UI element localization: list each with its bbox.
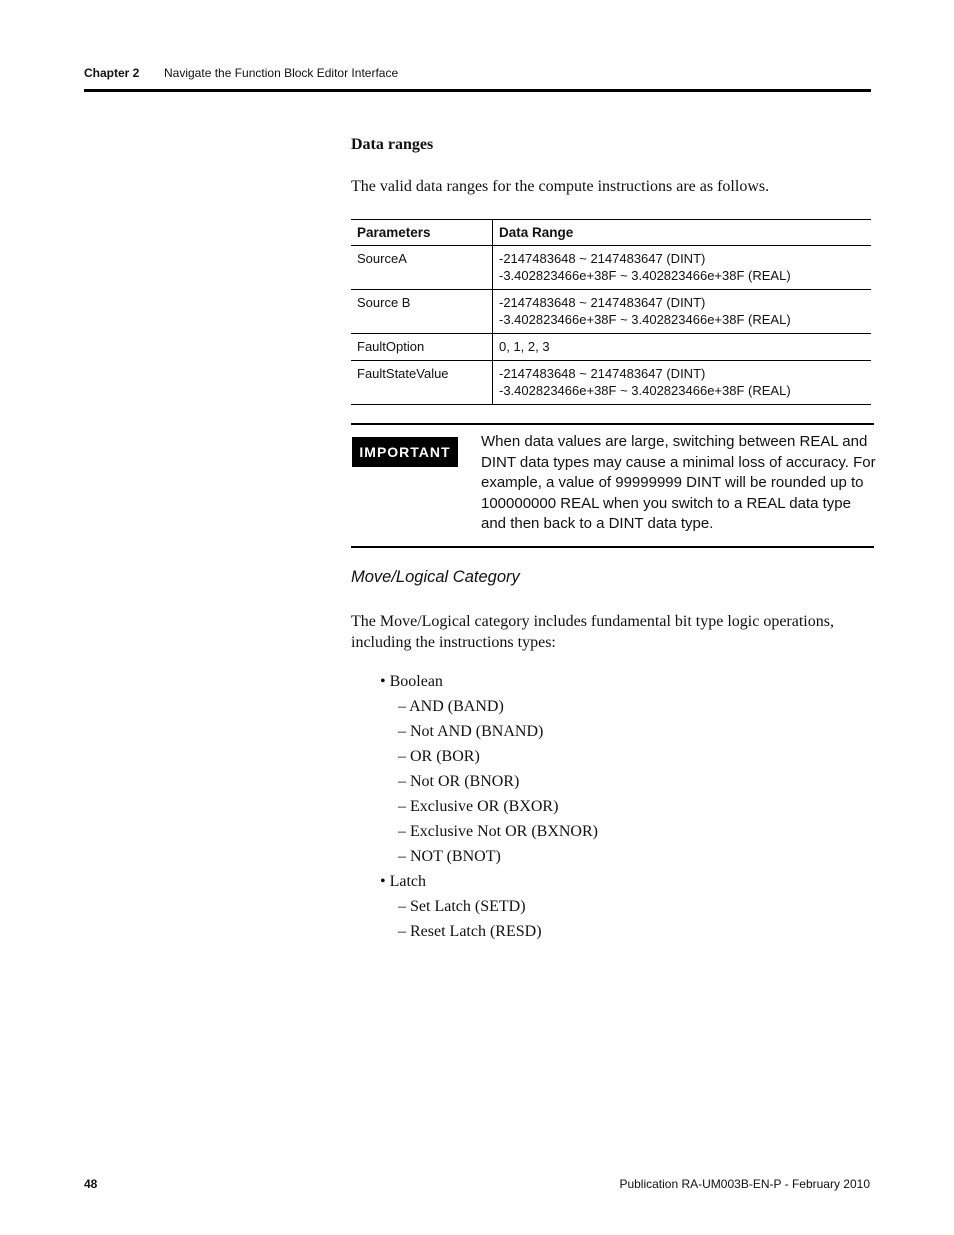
sub-list-item: – Exclusive Not OR (BXNOR)	[398, 823, 598, 840]
range-line: 0, 1, 2, 3	[499, 339, 550, 354]
important-badge: IMPORTANT	[352, 437, 458, 467]
param-cell: SourceA	[351, 246, 493, 290]
important-note: When data values are large, switching between REAL and DINT data types may cause a minimal loss of accuracy. For example, a value of 99999999 DINT will be rounded up to 100000000 REAL when you switch to a REAL data type and then back to a DINT data type.	[481, 433, 876, 532]
range-cell	[493, 290, 872, 334]
range-cell	[493, 246, 872, 290]
publication-info: Publication RA-UM003B-EN-P - February 2010	[619, 1177, 870, 1191]
list-item: • Latch	[380, 873, 427, 890]
range-line: -2147483648 ~ 2147483647 (DINT)	[499, 295, 706, 310]
table-row	[351, 361, 871, 405]
range-line: -2147483648 ~ 2147483647 (DINT)	[499, 251, 706, 266]
param-cell: Source B	[351, 290, 493, 334]
sub-list-item: – Not OR (BNOR)	[398, 773, 520, 790]
table-header-row	[351, 220, 871, 246]
range-line: -3.402823466e+38F ~ 3.402823466e+38F (REAL)	[499, 268, 791, 283]
chapter-title: Navigate the Function Block Editor Interface	[164, 66, 399, 80]
range-line: -3.402823466e+38F ~ 3.402823466e+38F (REAL)	[499, 383, 791, 398]
data-range-table	[351, 219, 871, 405]
category-intro: The Move/Logical category includes fundamental bit type logic operations, including the instructions types:	[351, 613, 834, 651]
param-cell: FaultStateValue	[351, 361, 493, 405]
param-cell: FaultOption	[351, 334, 493, 361]
range-line: -3.402823466e+38F ~ 3.402823466e+38F (REAL)	[499, 312, 791, 327]
list-item: • Boolean	[380, 673, 443, 690]
table-row	[351, 334, 871, 361]
important-top-rule	[351, 423, 874, 425]
page-number: 48	[84, 1177, 98, 1191]
section-heading: Data ranges	[351, 136, 434, 153]
sub-list-item: – Set Latch (SETD)	[398, 898, 526, 915]
range-cell	[493, 334, 872, 361]
important-bottom-rule	[351, 546, 874, 548]
range-cell	[493, 361, 872, 405]
section-intro: The valid data ranges for the compute instructions are as follows.	[351, 178, 770, 195]
chapter-label: Chapter 2	[84, 66, 140, 80]
sub-list-item: – OR (BOR)	[398, 748, 480, 765]
category-heading: Move/Logical Category	[351, 568, 520, 586]
sub-list-item: – Exclusive OR (BXOR)	[398, 798, 559, 815]
column-header: Parameters	[351, 220, 493, 246]
table-row	[351, 246, 871, 290]
sub-list-item: – AND (BAND)	[398, 698, 504, 715]
header-rule	[84, 89, 871, 92]
table-row	[351, 290, 871, 334]
sub-list-item: – Reset Latch (RESD)	[398, 923, 542, 940]
sub-list-item: – NOT (BNOT)	[398, 848, 501, 865]
column-header: Data Range	[499, 225, 574, 240]
sub-list-item: – Not AND (BNAND)	[398, 723, 544, 740]
range-line: -2147483648 ~ 2147483647 (DINT)	[499, 366, 706, 381]
